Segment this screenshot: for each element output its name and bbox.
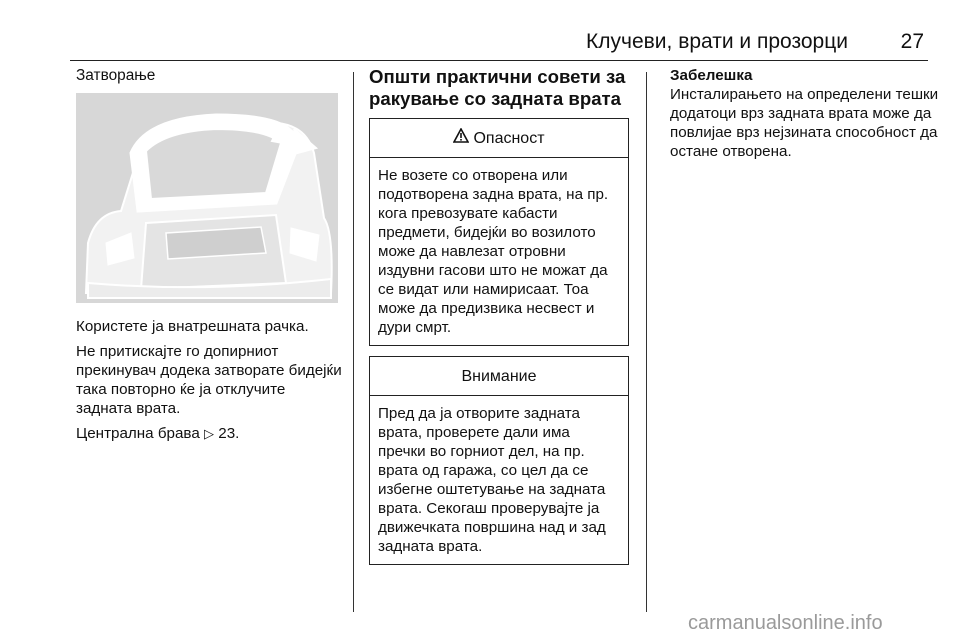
column-2 (369, 66, 631, 565)
column-1 (76, 66, 344, 450)
danger-box-text: Не возете со отворена или подотворена задна врата, на пр. кога превозувате кабасти предмети, бидејќи во возилото може да навлезат отровни издувни гасови што не можат да се видат или намирисаат. Тоа може да предизвика несвест и дури смрт. (378, 167, 609, 336)
chapter-title: Клучеви, врати и прозорци (586, 30, 848, 53)
car-tailgate-drawing (76, 93, 338, 303)
reference-page: 23. (218, 425, 240, 442)
caution-box-text: Пред да ја отворите задната врата, проверете дали има пречки во горниот дел, на пр. врата од гаража, со цел да се избегне оштетување на задната врата. Секогаш проверувајте ја движечката површина над и зад задната врата. (378, 405, 606, 555)
paragraph-touch-switch: Не притискајте го допирниот прекинувач додека затворате бидејќи така повторно ќе ја отклучите задната врата. (76, 343, 342, 417)
watermark: carmanualsonline.info (688, 612, 883, 634)
column-divider-2 (646, 72, 647, 612)
reference-label: Централна брава (76, 425, 200, 442)
reference-central-lock (76, 424, 344, 444)
page-header (70, 22, 928, 61)
danger-box (369, 118, 629, 346)
danger-box-title: Опасност (473, 129, 545, 147)
note-title: Забелешка (670, 67, 753, 84)
caution-box (369, 356, 629, 565)
danger-box-header (370, 119, 628, 158)
column-3 (670, 66, 945, 161)
page-number: 27 (900, 30, 924, 53)
caution-box-header (370, 357, 628, 396)
tailgate-illustration (76, 93, 338, 303)
note-text: Инсталирањето на определени тешки додатоци врз задната врата може да повлијае врз нејзината способност да остане отворена. (670, 86, 939, 160)
section-heading-tips: Општи практични совети за ракување со задната врата (369, 66, 626, 109)
column-divider-1 (353, 72, 354, 612)
caution-box-title: Внимание (461, 367, 537, 385)
paragraph-use-handle: Користете ја внатрешната рачка. (76, 318, 309, 335)
section-title-closing: Затворање (76, 67, 156, 84)
warning-triangle-icon (453, 128, 469, 148)
triangle-right-icon: ▷ (204, 427, 215, 442)
